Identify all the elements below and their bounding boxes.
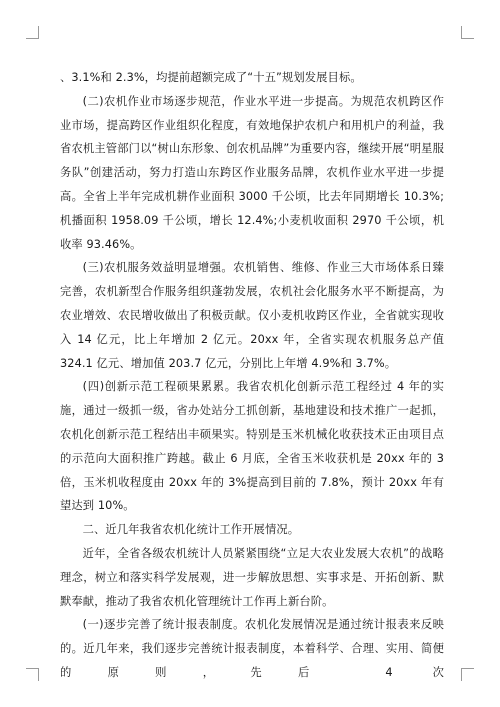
paragraph-section-2: (二)农机作业市场逐步规范，作业水平进一步提高。为规范农机跨区作业市场，提高跨区作业组织化程度，有效地保护农机户和用机户的利益，我省农机主管部门以“树山东形象、创农机品牌”为重要内容，继续开展“明星服务队”创建活动，努力打造山东跨区作业服务品牌，农机作业水平进一步提高。全省上半年完成机耕作业面积 3000 千公顷，比去年同期增长 10.3%;机播面积 1958.09 千公顷，增长 12.4%;小麦机收面积 2970 千公顷，机收率 93.46%。 [60,94,444,251]
paragraph-intro: 近年，全省各级农机统计人员紧紧围绕“立足大农业发展大农机”的战略理念，树立和落实科学发展观，进一步解放思想、实事求是、开拓创新、默默奉献，推动了我省农机化管理统计工作再上新台阶。 [60,546,444,608]
document-body [60,66,444,685]
crop-mark-top-right [461,26,474,39]
paragraph-section-3: (三)农机服务效益明显增强。农机销售、维修、作业三大市场体系日臻完善，农机新型合作服务组织蓬勃发展，农机社会化服务水平不断提高，为农业增效、农民增收做出了积极贡献。仅小麦机收跨区作业，全省就实现收入 14 亿元，比上年增加 2 亿元。20xx 年，全省实现农机服务总产值 324.1 亿元、增加值 203.7 亿元，分别比上年增 4.9%和 3.7%。 [60,261,444,370]
paragraph-subsection-1: (一)逐步完善了统计报表制度。农机化发展情况是通过统计报表来反映的。近几年来，我们逐步完善统计报表制度，本着科学、合理、实用、简便的原则，先后 4 次 [60,618,444,679]
section-heading-2: 二、近几年我省农机化统计工作开展情况。 [82,523,300,537]
crop-mark-bottom-left [26,668,39,681]
paragraph-section-4: (四)创新示范工程硕果累累。我省农机化创新示范工程经过 4 年的实施，通过一级抓一级，省办处站分工抓创新，基地建设和技术推广一起抓，农机化创新示范工程结出丰硕果实。特别是玉米机械化收获技术正由项目点的示范向大面积推广跨越。截止 6 月底，全省玉米收获机是 20xx 年的 3 倍，玉米机收程度由 20xx 年的 3%提高到目前的 7.8%，预计 20xx 年有望达到 10%。 [60,380,444,513]
crop-mark-top-left [26,26,39,39]
crop-mark-bottom-right [461,668,474,681]
paragraph-continuation: 、3.1%和 2.3%，均提前超额完成了“十五”规划发展目标。 [60,71,362,84]
